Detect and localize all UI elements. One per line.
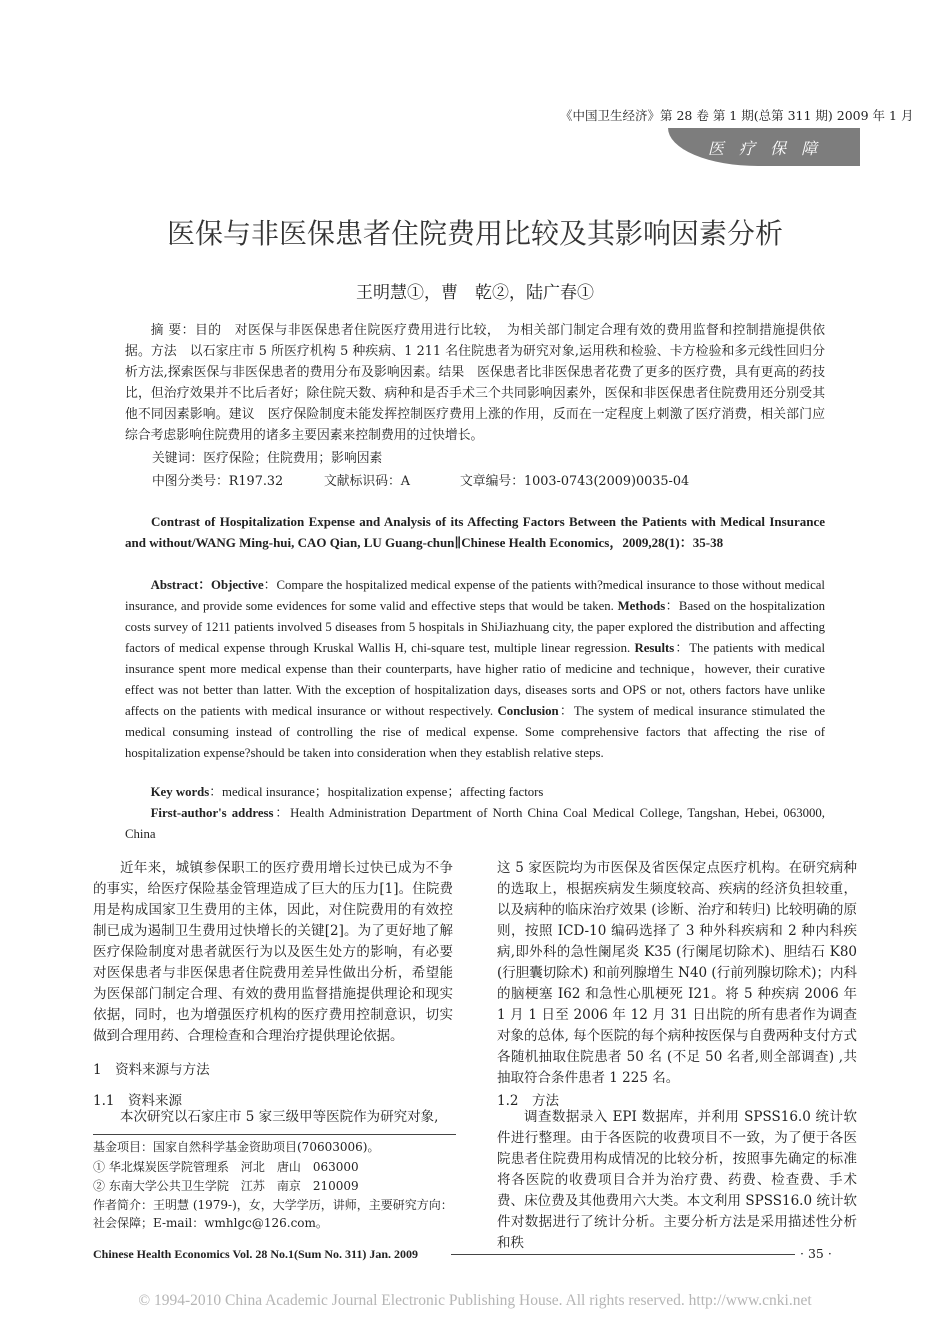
section-heading-1-1: 1.1 资料来源 xyxy=(93,1093,182,1109)
footnote-affiliation-1: ① 华北煤炭医学院管理系 河北 唐山 063000 xyxy=(93,1160,359,1174)
methods-paragraph: 调查数据录入 EPI 数据库，并利用 SPSS16.0 统计软件进行整理。由于各医院的收费项目不一致，为了便于各医院患者住院费用构成情况的比较分析，按照事先确定的标准将各医院的收费项目合并为治疗费、药费、检查费、手术费、床位费及其他费用六大类。本文利用 SPSS16.0 统计软件对数据进行了统计分析。主要分析方法是采用描述性分析和秩 xyxy=(497,1109,857,1251)
section-heading-1: 1 资料来源与方法 xyxy=(93,1062,210,1078)
journal-header: 《中国卫生经济》第 28 卷 第 1 期(总第 311 期) 2009 年 1 月 xyxy=(560,108,914,123)
copyright-watermark: © 1994-2010 China Academic Journal Electronic Publishing House. All rights reserved. http://www.cnki.net xyxy=(138,1292,812,1309)
footer-rule xyxy=(451,1254,795,1255)
footnote-author-bio: 作者简介：王明慧 (1979-)，女，大学学历，讲师，主要研究方向：社会保障；E-mail：wmhlgc@126.com。 xyxy=(93,1198,453,1230)
address-text: ：Health Administration Department of North China Coal Medical College, Tangshan, Hebei, 063000, China xyxy=(125,806,826,841)
article-number: 文章编号：1003-0743(2009)0035-04 xyxy=(460,474,690,489)
abstract-cn-text: 目的 对医保与非医保患者住院医疗费用进行比较， 为相关部门制定合理有效的费用监督和控制措施提供依据。方法 以石家庄市 5 所医疗机构 5 种疾病、1 211 名住院患者为研究对象,运用秩和检验、卡方检验和多元线性回归分析方法,探索医保与非医保患者的费用分布及影响因素。结果 医保患者比非医保患者花费了更多的医疗费，具有更高的药技比，但治疗效果并不比后者好；除住院天数、病种和是否手术三个共同影响因素外，医保和非医保患者住院费用还分别受其他不同因素影响。建议 医疗保险制度未能发挥控制医疗费用上涨的作用，反而在一定程度上刺激了医疗消费，相关部门应综合考虑影响住院费用的诸多主要因素来控制费用的过快增长。 xyxy=(125,323,825,443)
results-text: ：The patients with medical insurance spent more medical expense than their counterparts, have higher ratio of medicine and technique，however, their curative effect was not better than latter. With the exception of hospitalization days, diseases sorts and OPS or not, others factors have unlike affects on the patients with medical insurance or without respectively. xyxy=(125,641,825,718)
english-abstract xyxy=(125,575,825,764)
page-number: · 35 · xyxy=(800,1246,832,1261)
footer-journal: Chinese Health Economics Vol. 28 No.1(Sum No. 311) Jan. 2009 xyxy=(93,1247,419,1261)
paper-authors: 王明慧①，曹 乾②，陆广春① xyxy=(356,283,594,303)
footnote-fund: 基金项目：国家自然科学基金资助项目(70603006)。 xyxy=(93,1140,380,1154)
methods-label: Methods xyxy=(617,599,666,613)
address-label: First-author's address xyxy=(150,806,274,820)
data-source-continued: 这 5 家医院均为市医保及省医保定点医疗机构。在研究病种的选取上，根据疾病发生频度较高、疾病的经济负担较重，以及病种的临床治疗效果 (诊断、治疗和转归) 比较明确的原则，按照 ICD-10 编码选择了 3 种外科疾病和 2 种内科疾病,即外科的急性阑尾炎 K35 (行阑尾切除术)、胆结石 K80 (行胆囊切除术) 和前列腺增生 N40 (行前列腺切除术)；内科的脑梗塞 I62 和急性心肌梗死 I21。将 5 种疾病 2006 年 1 月 1 日至 2006 年 12 月 31 日出院的所有患者作为调查对象的总体, 每个医院的每个病种按医保与自费两种支付方式各随机抽取住院患者 50 名 (不足 50 名者,则全部调查) ,共抽取符合条件患者 1 225 名。 xyxy=(497,860,857,1086)
abstract-label: Abstract： xyxy=(150,578,212,592)
methods-text: ：Based on the hospitalization costs survey of 1211 patients involved 5 diseases from 5 hospitals in ShiJiazhuang city, the paper explored the distribution and affecting factors of medical expense through Kruskal Wallis H, chi-square test, multiple linear regression. xyxy=(125,599,825,655)
footnote-affiliation-2: ② 东南大学公共卫生学院 江苏 南京 210009 xyxy=(93,1179,359,1193)
keywords-cn: 关键词：医疗保险；住院费用；影响因素 xyxy=(152,451,383,466)
conclusion-text: ：The system of medical insurance stimulated the medical consuming instead of controlling the rise of medical expense. Some comprehensive factors that affecting the rise of hospitalization expense?should be taken into consideration when they establish relative steps. xyxy=(125,704,825,760)
section-tab-label: 医 疗 保 障 xyxy=(707,139,823,158)
paper-title: 医保与非医保患者住院费用比较及其影响因素分析 xyxy=(166,217,783,250)
keywords-label: Key words xyxy=(150,785,210,799)
objective-text: ：Compare the hospitalized medical expense of the patients with?medical insurance to those without medical insurance, and provide some evidences for some valid and effective steps that would be taken. xyxy=(125,578,825,613)
first-author-address xyxy=(125,803,825,845)
english-title: Contrast of Hospitalization Expense and Analysis of its Affecting Factors Between the Patients with Medical Insurance and without/WANG Ming-hui, CAO Qian, LU Guang-chun∥Chinese Health Economics，2009,28(1)：35-38 xyxy=(125,514,825,550)
keywords-text: ：medical insurance；hospitalization expense；affecting factors xyxy=(209,785,544,799)
objective-label: Objective xyxy=(211,578,264,592)
classification-number: 中图分类号：R197.32 xyxy=(152,474,284,489)
intro-paragraph: 近年来，城镇参保职工的医疗费用增长过快已成为不争的事实，给医疗保险基金管理造成了巨大的压力[1]。住院费用是构成国家卫生费用的主体，因此，对住院费用的有效控制已成为遏制卫生费用过快增长的关键[2]。为了更好地了解医疗保险制度对患者就医行为以及医生处方的影响，有必要对医保患者与非医保患者住院费用差异性做出分析，希望能为医保部门制定合理、有效的费用监督措施提供理论和现实依据，同时，也为增强医疗机构的医疗费用控制意识，切实做到合理用药、合理检查和合理治疗提供理论依据。 xyxy=(93,860,453,1044)
section-heading-1-2: 1.2 方法 xyxy=(497,1093,559,1109)
english-keywords xyxy=(125,782,825,803)
conclusion-label: Conclusion xyxy=(497,704,559,718)
abstract-cn xyxy=(125,320,825,446)
footnote-rule xyxy=(93,1134,456,1135)
abstract-cn-label: 摘 要： xyxy=(150,323,195,338)
document-code: 文献标识码：A xyxy=(324,474,411,489)
data-source-paragraph: 本次研究以石家庄市 5 家三级甲等医院作为研究对象, xyxy=(120,1109,439,1125)
results-label: Results xyxy=(634,641,675,655)
